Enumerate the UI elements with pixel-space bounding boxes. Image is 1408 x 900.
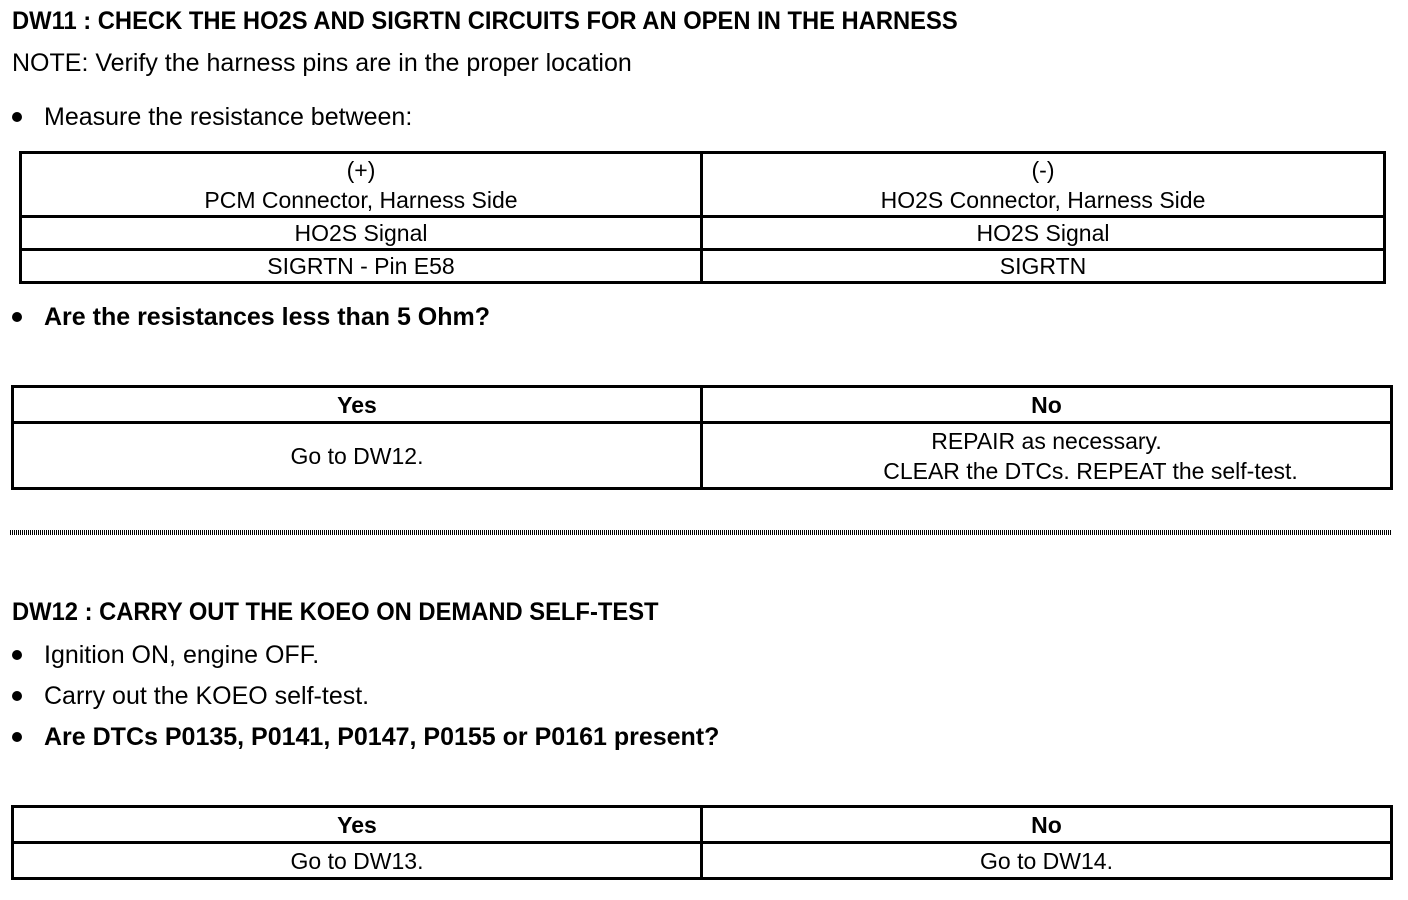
table-cell: HO2S Signal [702, 217, 1385, 250]
bullet-text: Measure the resistance between: [44, 103, 413, 131]
no-action: Go to DW14. [702, 843, 1392, 879]
dw12-bullet [12, 640, 319, 670]
bullet-icon [12, 112, 22, 122]
header-sign: (-) [1031, 156, 1055, 183]
no-header: No [702, 807, 1392, 843]
yes-action: Go to DW13. [13, 843, 702, 879]
yes-header: Yes [13, 807, 702, 843]
dw11-resistance-table [19, 151, 1386, 284]
dw11-question [12, 302, 490, 332]
table-header-cell [702, 153, 1385, 217]
table-header-cell [21, 153, 702, 217]
bullet-icon [12, 312, 22, 322]
table-cell: HO2S Signal [21, 217, 702, 250]
table-row [21, 217, 1385, 250]
header-label: HO2S Connector, Harness Side [880, 186, 1206, 213]
decision-header-row [13, 807, 1392, 843]
table-header-row [21, 153, 1385, 217]
dw12-heading: DW12 : CARRY OUT THE KOEO ON DEMAND SELF-TEST [12, 598, 659, 626]
bullet-icon [12, 732, 22, 742]
no-header: No [702, 387, 1392, 423]
table-cell: SIGRTN [702, 250, 1385, 283]
no-action [702, 423, 1392, 489]
decision-row [13, 423, 1392, 489]
decision-row [13, 843, 1392, 879]
table-cell: SIGRTN - Pin E58 [21, 250, 702, 283]
yes-header: Yes [13, 387, 702, 423]
bullet-icon [12, 650, 22, 660]
question-text: Are DTCs P0135, P0141, P0147, P0155 or P0161 present? [44, 723, 720, 751]
dw11-decision-table [11, 385, 1393, 490]
bullet-text: Carry out the KOEO self-test. [44, 682, 370, 710]
no-action-line: CLEAR the DTCs. REPEAT the self-test. [883, 457, 1298, 484]
dw11-bullet-measure [12, 102, 412, 132]
bullet-text: Ignition ON, engine OFF. [44, 641, 320, 669]
question-text: Are the resistances less than 5 Ohm? [44, 303, 491, 331]
yes-action: Go to DW12. [13, 423, 702, 489]
no-action-line: REPAIR as necessary. [931, 427, 1162, 454]
dw11-heading: DW11 : CHECK THE HO2S AND SIGRTN CIRCUITS FOR AN OPEN IN THE HARNESS [12, 7, 958, 35]
header-sign: (+) [346, 156, 376, 183]
header-label: PCM Connector, Harness Side [204, 186, 518, 213]
dw12-question [12, 722, 719, 752]
table-row [21, 250, 1385, 283]
dw11-note: NOTE: Verify the harness pins are in the proper location [12, 49, 632, 77]
section-divider [10, 530, 1392, 535]
bullet-icon [12, 691, 22, 701]
decision-header-row [13, 387, 1392, 423]
dw12-bullet [12, 681, 369, 711]
dw12-decision-table [11, 805, 1393, 880]
